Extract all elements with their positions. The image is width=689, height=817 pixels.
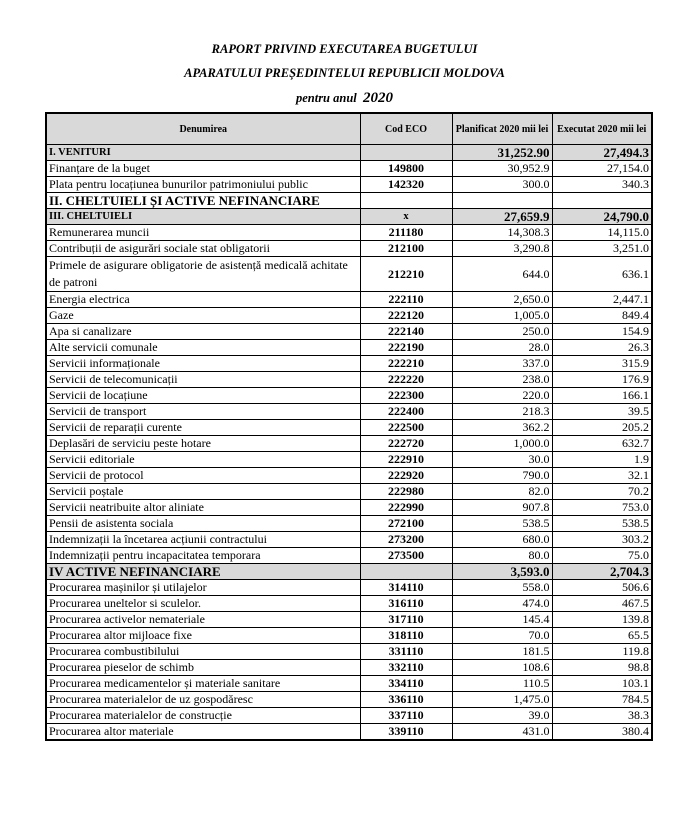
row-code: 273500	[360, 548, 452, 564]
row-executed: 2,447.1	[552, 292, 652, 308]
row-code: 142320	[360, 177, 452, 193]
row-code: 336110	[360, 692, 452, 708]
row-executed	[552, 193, 652, 209]
row-executed: 166.1	[552, 388, 652, 404]
row-code: 222910	[360, 452, 452, 468]
row-executed: 636.1	[552, 257, 652, 292]
table-row	[46, 468, 652, 484]
row-executed: 103.1	[552, 676, 652, 692]
table-row	[46, 724, 652, 741]
row-executed: 340.3	[552, 177, 652, 193]
row-code: 211180	[360, 225, 452, 241]
row-executed: 538.5	[552, 516, 652, 532]
row-code: 222920	[360, 468, 452, 484]
row-code: 222210	[360, 356, 452, 372]
row-executed: 176.9	[552, 372, 652, 388]
row-name: Remunerarea muncii	[46, 225, 360, 241]
row-executed: 1.9	[552, 452, 652, 468]
table-row	[46, 452, 652, 468]
row-planned: 220.0	[452, 388, 552, 404]
row-code: 212210	[360, 257, 452, 292]
report-title-line-1: RAPORT PRIVIND EXECUTAREA BUGETULUI	[211, 42, 478, 56]
row-planned: 300.0	[452, 177, 552, 193]
row-code: 222990	[360, 500, 452, 516]
row-executed: 65.5	[552, 628, 652, 644]
row-code: 222500	[360, 420, 452, 436]
row-name: Pensii de asistenta sociala	[46, 516, 360, 532]
row-code: 149800	[360, 161, 452, 177]
row-executed: 98.8	[552, 660, 652, 676]
row-executed: 14,115.0	[552, 225, 652, 241]
row-planned: 30.0	[452, 452, 552, 468]
row-code	[360, 145, 452, 161]
row-executed: 205.2	[552, 420, 652, 436]
row-name: IV ACTIVE NEFINANCIARE	[46, 564, 360, 580]
row-code: 339110	[360, 724, 452, 741]
row-executed: 27,154.0	[552, 161, 652, 177]
row-name: Procurarea altor materiale	[46, 724, 360, 741]
row-name: Indemnizații pentru incapacitatea temporara	[46, 548, 360, 564]
row-name: Procurarea combustibilului	[46, 644, 360, 660]
row-code: 273200	[360, 532, 452, 548]
row-executed: 38.3	[552, 708, 652, 724]
row-planned: 680.0	[452, 532, 552, 548]
row-name: Procurarea medicamentelor și materiale sanitare	[46, 676, 360, 692]
table-row	[46, 692, 652, 708]
row-planned: 362.2	[452, 420, 552, 436]
row-planned: 39.0	[452, 708, 552, 724]
table-row	[46, 241, 652, 257]
row-executed: 506.6	[552, 580, 652, 596]
row-planned: 145.4	[452, 612, 552, 628]
row-code: 222400	[360, 404, 452, 420]
row-name: Alte servicii comunale	[46, 340, 360, 356]
row-planned: 238.0	[452, 372, 552, 388]
row-code: x	[360, 209, 452, 225]
table-row	[46, 660, 652, 676]
row-executed: 753.0	[552, 500, 652, 516]
table-row	[46, 500, 652, 516]
row-name: Procurarea materialelor de uz gospodăresc	[46, 692, 360, 708]
row-executed: 27,494.3	[552, 145, 652, 161]
row-name: Servicii editoriale	[46, 452, 360, 468]
row-name: Servicii informaționale	[46, 356, 360, 372]
row-code: 314110	[360, 580, 452, 596]
row-executed: 303.2	[552, 532, 652, 548]
report-period-label: pentru anul	[295, 91, 357, 105]
row-name: Procurarea materialelor de construcție	[46, 708, 360, 724]
table-row	[46, 628, 652, 644]
row-name: Energia electrica	[46, 292, 360, 308]
row-executed: 315.9	[552, 356, 652, 372]
row-code	[360, 564, 452, 580]
table-row	[46, 372, 652, 388]
row-name: Servicii de telecomunicații	[46, 372, 360, 388]
row-code: 331110	[360, 644, 452, 660]
table-row	[46, 564, 652, 580]
table-row	[46, 612, 652, 628]
row-planned: 558.0	[452, 580, 552, 596]
table-row	[46, 676, 652, 692]
report-year: 2020	[363, 90, 394, 106]
row-name: Procurarea mașinilor și utilajelor	[46, 580, 360, 596]
header-planned: Planificat 2020 mii lei	[452, 113, 552, 145]
row-executed: 467.5	[552, 596, 652, 612]
row-planned	[452, 193, 552, 209]
row-executed: 75.0	[552, 548, 652, 564]
row-code: 222220	[360, 372, 452, 388]
table-row	[46, 324, 652, 340]
row-planned: 1,475.0	[452, 692, 552, 708]
table-row	[46, 580, 652, 596]
table-row	[46, 532, 652, 548]
row-planned: 30,952.9	[452, 161, 552, 177]
table-header-row	[46, 113, 652, 145]
row-planned: 431.0	[452, 724, 552, 741]
table-row	[46, 484, 652, 500]
table-row	[46, 548, 652, 564]
row-planned: 218.3	[452, 404, 552, 420]
row-code: 222120	[360, 308, 452, 324]
table-row	[46, 388, 652, 404]
row-planned: 250.0	[452, 324, 552, 340]
row-code: 212100	[360, 241, 452, 257]
table-row	[46, 708, 652, 724]
table-row	[46, 209, 652, 225]
row-planned: 1,005.0	[452, 308, 552, 324]
report-title-line-2: APARATULUI PREȘEDINTELUI REPUBLICII MOLDOVA	[184, 66, 505, 80]
row-executed: 3,251.0	[552, 241, 652, 257]
row-name: Finanțare de la buget	[46, 161, 360, 177]
row-planned: 337.0	[452, 356, 552, 372]
row-executed: 24,790.0	[552, 209, 652, 225]
row-planned: 108.6	[452, 660, 552, 676]
row-code: 317110	[360, 612, 452, 628]
table-row	[46, 177, 652, 193]
row-planned: 80.0	[452, 548, 552, 564]
row-name: Primele de asigurare obligatorie de asistență medicală achitate de patroni	[46, 257, 360, 292]
row-name: Servicii de reparații curente	[46, 420, 360, 436]
row-name: II. CHELTUIELI ȘI ACTIVE NEFINANCIARE	[46, 193, 360, 209]
budget-table	[45, 112, 653, 741]
row-name: Servicii neatribuite altor aliniate	[46, 500, 360, 516]
row-name: III. CHELTUIELI	[46, 209, 360, 225]
row-planned: 3,290.8	[452, 241, 552, 257]
table-row	[46, 404, 652, 420]
row-code: 316110	[360, 596, 452, 612]
row-name: Gaze	[46, 308, 360, 324]
row-name: Apa si canalizare	[46, 324, 360, 340]
table-row	[46, 161, 652, 177]
row-code: 272100	[360, 516, 452, 532]
row-executed: 154.9	[552, 324, 652, 340]
row-name: Procurarea altor mijloace fixe	[46, 628, 360, 644]
row-code: 337110	[360, 708, 452, 724]
row-executed: 139.8	[552, 612, 652, 628]
row-code: 222300	[360, 388, 452, 404]
row-name: Contribuții de asigurări sociale stat obligatorii	[46, 241, 360, 257]
row-planned: 14,308.3	[452, 225, 552, 241]
table-row	[46, 596, 652, 612]
row-planned: 2,650.0	[452, 292, 552, 308]
table-row	[46, 145, 652, 161]
row-name: Servicii poștale	[46, 484, 360, 500]
row-name: Servicii de transport	[46, 404, 360, 420]
row-name: Indemnizații la încetarea acțiunii contractului	[46, 532, 360, 548]
table-row	[46, 225, 652, 241]
table-row	[46, 356, 652, 372]
table-body	[46, 145, 652, 741]
row-planned: 1,000.0	[452, 436, 552, 452]
row-name: Deplasări de serviciu peste hotare	[46, 436, 360, 452]
row-code: 222190	[360, 340, 452, 356]
row-executed: 70.2	[552, 484, 652, 500]
header-executed: Executat 2020 mii lei	[552, 113, 652, 145]
row-name: Procurarea pieselor de schimb	[46, 660, 360, 676]
row-executed: 632.7	[552, 436, 652, 452]
row-planned: 82.0	[452, 484, 552, 500]
row-planned: 181.5	[452, 644, 552, 660]
row-executed: 2,704.3	[552, 564, 652, 580]
row-name: I. VENITURI	[46, 145, 360, 161]
row-code: 334110	[360, 676, 452, 692]
row-executed: 119.8	[552, 644, 652, 660]
row-executed: 32.1	[552, 468, 652, 484]
header-name: Denumirea	[46, 113, 360, 145]
table-row	[46, 257, 652, 292]
table-row	[46, 436, 652, 452]
row-planned: 644.0	[452, 257, 552, 292]
row-name: Servicii de protocol	[46, 468, 360, 484]
row-executed: 380.4	[552, 724, 652, 741]
row-executed: 39.5	[552, 404, 652, 420]
table-row	[46, 516, 652, 532]
table-row	[46, 340, 652, 356]
table-row	[46, 193, 652, 209]
header-code: Cod ECO	[360, 113, 452, 145]
row-planned: 28.0	[452, 340, 552, 356]
row-planned: 70.0	[452, 628, 552, 644]
row-code: 332110	[360, 660, 452, 676]
row-code: 222110	[360, 292, 452, 308]
row-executed: 26.3	[552, 340, 652, 356]
table-row	[46, 292, 652, 308]
row-planned: 474.0	[452, 596, 552, 612]
row-executed: 784.5	[552, 692, 652, 708]
row-planned: 907.8	[452, 500, 552, 516]
row-name: Servicii de locațiune	[46, 388, 360, 404]
row-executed: 849.4	[552, 308, 652, 324]
row-name: Procurarea activelor nemateriale	[46, 612, 360, 628]
report-title-line-3	[0, 90, 689, 107]
row-planned: 31,252.90	[452, 145, 552, 161]
table-row	[46, 644, 652, 660]
table-row	[46, 420, 652, 436]
row-code: 318110	[360, 628, 452, 644]
row-planned: 3,593.0	[452, 564, 552, 580]
row-code: 222980	[360, 484, 452, 500]
row-planned: 790.0	[452, 468, 552, 484]
row-planned: 110.5	[452, 676, 552, 692]
row-code	[360, 193, 452, 209]
row-planned: 27,659.9	[452, 209, 552, 225]
row-code: 222720	[360, 436, 452, 452]
row-name: Plata pentru locațiunea bunurilor patrimoniului public	[46, 177, 360, 193]
row-code: 222140	[360, 324, 452, 340]
row-name: Procurarea uneltelor si sculelor.	[46, 596, 360, 612]
table-row	[46, 308, 652, 324]
row-planned: 538.5	[452, 516, 552, 532]
